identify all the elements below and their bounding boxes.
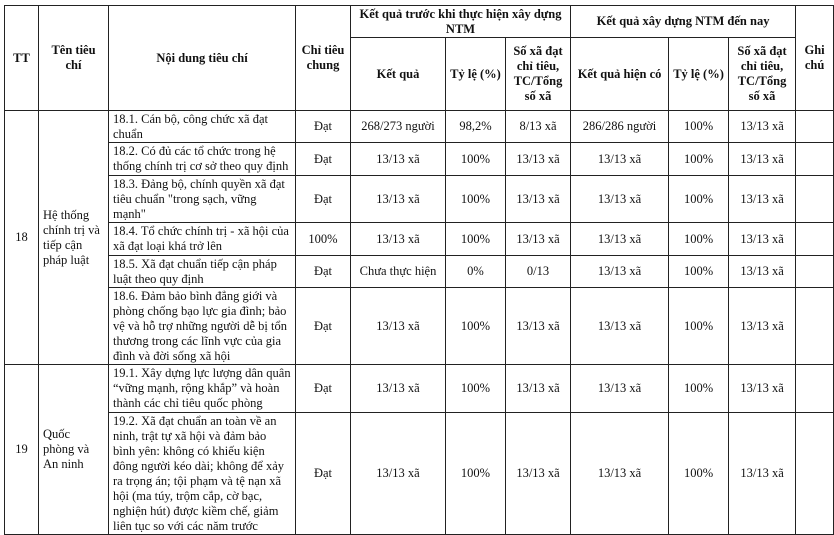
current-result: 13/13 xã (571, 288, 669, 365)
before-result: 13/13 xã (351, 176, 446, 223)
header-current-group: Kết quả xây dựng NTM đến nay (571, 6, 796, 38)
current-result: 13/13 xã (571, 176, 669, 223)
current-rate: 100% (669, 413, 729, 535)
criterion-content: 18.5. Xã đạt chuẩn tiếp cận pháp luật theo quy định (109, 256, 296, 288)
before-communes: 13/13 xã (506, 413, 571, 535)
before-rate: 100% (446, 413, 506, 535)
header-before-group: Kết quả trước khi thực hiện xây dựng NTM (351, 6, 571, 38)
current-rate: 100% (669, 365, 729, 413)
group-tt: 18 (5, 111, 39, 365)
criterion-content: 19.2. Xã đạt chuẩn an toàn về an ninh, trật tự xã hội và đảm bảo bình yên: không có khiếu kiện đông người kéo dài; không để xảy ra trọng án; tội phạm và tệ nạn xã hội (ma túy, trộm cắp, cờ bạc, nghiện hút) được kiềm chế, giảm liên tục so với các năm trước (109, 413, 296, 535)
before-result: 13/13 xã (351, 413, 446, 535)
general-target: Đạt (296, 288, 351, 365)
current-result: 13/13 xã (571, 223, 669, 256)
current-result: 13/13 xã (571, 256, 669, 288)
header-general-target: Chỉ tiêu chung (296, 6, 351, 111)
header-criterion-name: Tên tiêu chí (39, 6, 109, 111)
note (796, 176, 834, 223)
before-rate: 100% (446, 223, 506, 256)
current-rate: 100% (669, 223, 729, 256)
general-target: 100% (296, 223, 351, 256)
current-rate: 100% (669, 111, 729, 143)
before-rate: 100% (446, 143, 506, 176)
note (796, 413, 834, 535)
current-rate: 100% (669, 143, 729, 176)
before-result: 13/13 xã (351, 143, 446, 176)
note (796, 365, 834, 413)
before-rate: 0% (446, 256, 506, 288)
before-result: 13/13 xã (351, 365, 446, 413)
current-result: 13/13 xã (571, 413, 669, 535)
group-name: Hệ thống chính trị và tiếp cận pháp luật (39, 111, 109, 365)
current-rate: 100% (669, 256, 729, 288)
table-row (5, 413, 834, 535)
header-before-result: Kết quả (351, 38, 446, 111)
header-current-result: Kết quả hiện có (571, 38, 669, 111)
group-tt: 19 (5, 365, 39, 535)
header-criterion-content: Nội dung tiêu chí (109, 6, 296, 111)
current-communes: 13/13 xã (729, 176, 796, 223)
group-name: Quốc phòng và An ninh (39, 365, 109, 535)
criteria-table (4, 5, 834, 535)
note (796, 111, 834, 143)
current-communes: 13/13 xã (729, 223, 796, 256)
current-communes: 13/13 xã (729, 365, 796, 413)
criterion-content: 18.3. Đảng bộ, chính quyền xã đạt tiêu chuẩn "trong sạch, vững mạnh" (109, 176, 296, 223)
table-row (5, 288, 834, 365)
general-target: Đạt (296, 143, 351, 176)
before-rate: 100% (446, 288, 506, 365)
before-communes: 13/13 xã (506, 365, 571, 413)
table-row (5, 111, 834, 143)
note (796, 288, 834, 365)
current-rate: 100% (669, 288, 729, 365)
before-communes: 0/13 (506, 256, 571, 288)
general-target: Đạt (296, 413, 351, 535)
before-communes: 13/13 xã (506, 176, 571, 223)
note (796, 223, 834, 256)
before-result: 13/13 xã (351, 288, 446, 365)
before-rate: 100% (446, 365, 506, 413)
note (796, 256, 834, 288)
before-rate: 98,2% (446, 111, 506, 143)
before-result: 268/273 người (351, 111, 446, 143)
header-current-communes: Số xã đạt chỉ tiêu, TC/Tổng số xã (729, 38, 796, 111)
before-communes: 8/13 xã (506, 111, 571, 143)
general-target: Đạt (296, 111, 351, 143)
general-target: Đạt (296, 365, 351, 413)
general-target: Đạt (296, 256, 351, 288)
before-communes: 13/13 xã (506, 143, 571, 176)
criterion-content: 18.4. Tổ chức chính trị - xã hội của xã đạt loại khá trở lên (109, 223, 296, 256)
before-communes: 13/13 xã (506, 288, 571, 365)
criterion-content: 19.1. Xây dựng lực lượng dân quân “vững mạnh, rộng khắp” và hoàn thành các chỉ tiêu quốc phòng (109, 365, 296, 413)
current-result: 13/13 xã (571, 143, 669, 176)
table-row (5, 223, 834, 256)
header-before-communes: Số xã đạt chỉ tiêu, TC/Tổng số xã (506, 38, 571, 111)
current-communes: 13/13 xã (729, 143, 796, 176)
before-result: Chưa thực hiện (351, 256, 446, 288)
before-communes: 13/13 xã (506, 223, 571, 256)
table-row (5, 176, 834, 223)
current-communes: 13/13 xã (729, 413, 796, 535)
header-current-rate: Tỷ lệ (%) (669, 38, 729, 111)
current-result: 13/13 xã (571, 365, 669, 413)
current-communes: 13/13 xã (729, 288, 796, 365)
header-note: Ghi chú (796, 6, 834, 111)
current-result: 286/286 người (571, 111, 669, 143)
general-target: Đạt (296, 176, 351, 223)
table-row (5, 365, 834, 413)
header-tt: TT (5, 6, 39, 111)
before-rate: 100% (446, 176, 506, 223)
criterion-content: 18.1. Cán bộ, công chức xã đạt chuẩn (109, 111, 296, 143)
current-communes: 13/13 xã (729, 256, 796, 288)
header-before-rate: Tỷ lệ (%) (446, 38, 506, 111)
criterion-content: 18.6. Đảm bảo bình đẳng giới và phòng chống bạo lực gia đình; bảo vệ và hỗ trợ những người dễ bị tổn thương trong các lĩnh vực của gia đình và đời sống xã hội (109, 288, 296, 365)
table-row (5, 143, 834, 176)
current-rate: 100% (669, 176, 729, 223)
current-communes: 13/13 xã (729, 111, 796, 143)
table-row (5, 256, 834, 288)
criterion-content: 18.2. Có đủ các tổ chức trong hệ thống chính trị cơ sở theo quy định (109, 143, 296, 176)
before-result: 13/13 xã (351, 223, 446, 256)
note (796, 143, 834, 176)
